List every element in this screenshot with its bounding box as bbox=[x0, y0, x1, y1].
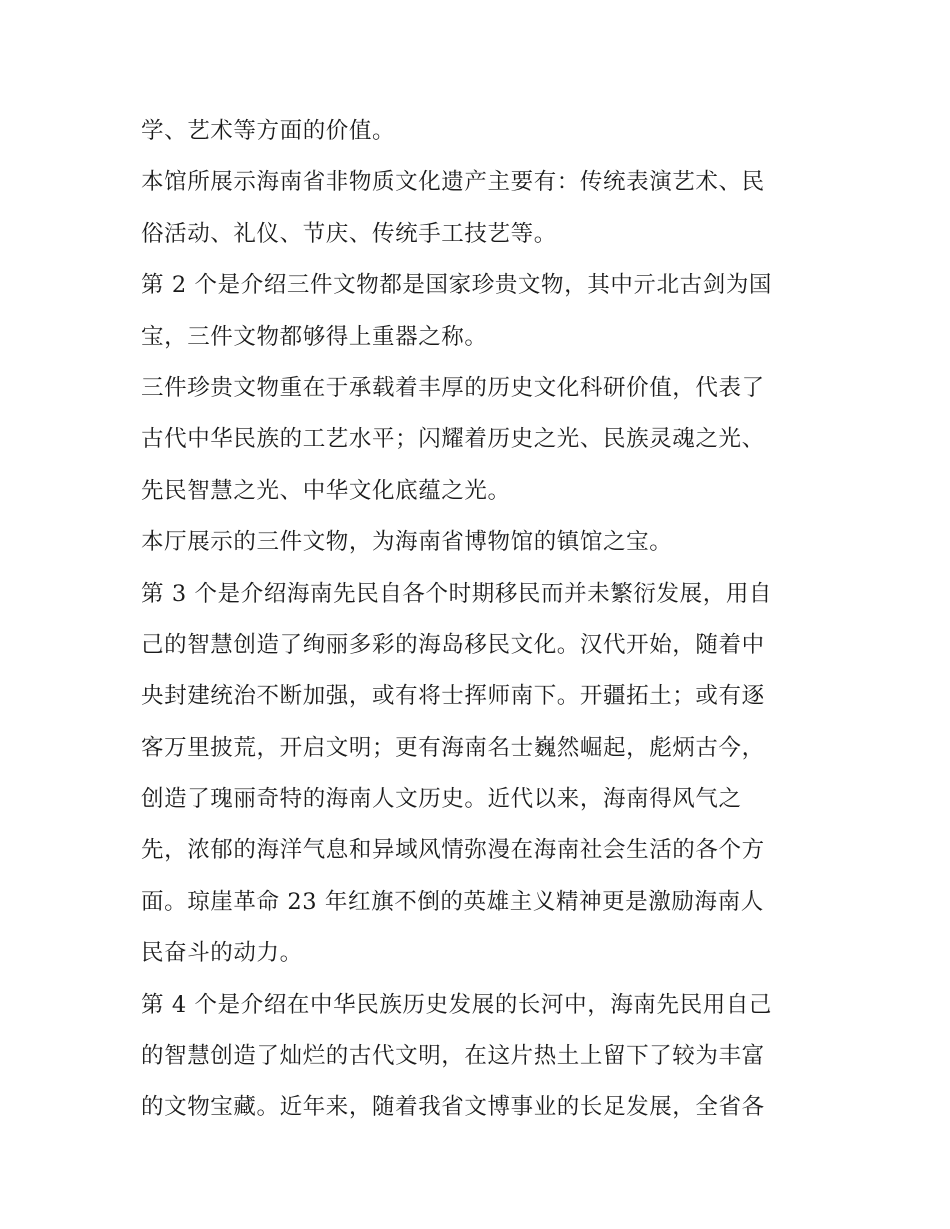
text-line: 的智慧创造了灿烂的古代文明，在这片热土上留下了较为丰富 bbox=[141, 1043, 765, 1070]
body-text bbox=[141, 106, 817, 1134]
text-line: 先，浓郁的海洋气息和异域风情弥漫在海南社会生活的各个方 bbox=[141, 837, 765, 864]
text-line: 古代中华民族的工艺水平；闪耀着历史之光、民族灵魂之光、 bbox=[141, 426, 765, 453]
text-line: 俗活动、礼仪、节庆、传统手工技艺等。 bbox=[141, 220, 557, 247]
text-line: 本厅展示的三件文物，为海南省博物馆的镇馆之宝。 bbox=[141, 529, 673, 556]
text-line: 民奋斗的动力。 bbox=[141, 940, 303, 967]
text-line: 先民智慧之光、中华文化底蕴之光。 bbox=[141, 477, 511, 504]
text-line: 三件珍贵文物重在于承载着丰厚的历史文化科研价值，代表了 bbox=[141, 374, 765, 401]
text-line: 客万里披荒，开启文明；更有海南名士巍然崛起，彪炳古今， bbox=[141, 734, 765, 761]
text-line: 第 4 个是介绍在中华民族历史发展的长河中，海南先民用自己 bbox=[141, 991, 773, 1018]
text-line: 学、艺术等方面的价值。 bbox=[141, 118, 396, 144]
text-line: 本馆所展示海南省非物质文化遗产主要有：传统表演艺术、民 bbox=[141, 169, 765, 196]
text-line: 的文物宝藏。近年来，随着我省文博事业的长足发展，全省各 bbox=[141, 1094, 765, 1121]
text-line: 第 2 个是介绍三件文物都是国家珍贵文物，其中亓北古剑为国 bbox=[141, 272, 773, 299]
text-line: 第 3 个是介绍海南先民自各个时期移民而并未繁衍发展，用自 bbox=[141, 580, 773, 607]
text-line: 宝，三件文物都够得上重器之称。 bbox=[141, 323, 488, 350]
text-line: 央封建统治不断加强，或有将士挥师南下。开疆拓土；或有逐 bbox=[141, 683, 765, 710]
text-line: 己的智慧创造了绚丽多彩的海岛移民文化。汉代开始，随着中 bbox=[141, 631, 765, 658]
text-line: 面。琼崖革命 23 年红旗不倒的英雄主义精神更是激励海南人 bbox=[141, 888, 764, 915]
text-line: 创造了瑰丽奇特的海南人文历史。近代以来，海南得风气之 bbox=[141, 786, 742, 813]
